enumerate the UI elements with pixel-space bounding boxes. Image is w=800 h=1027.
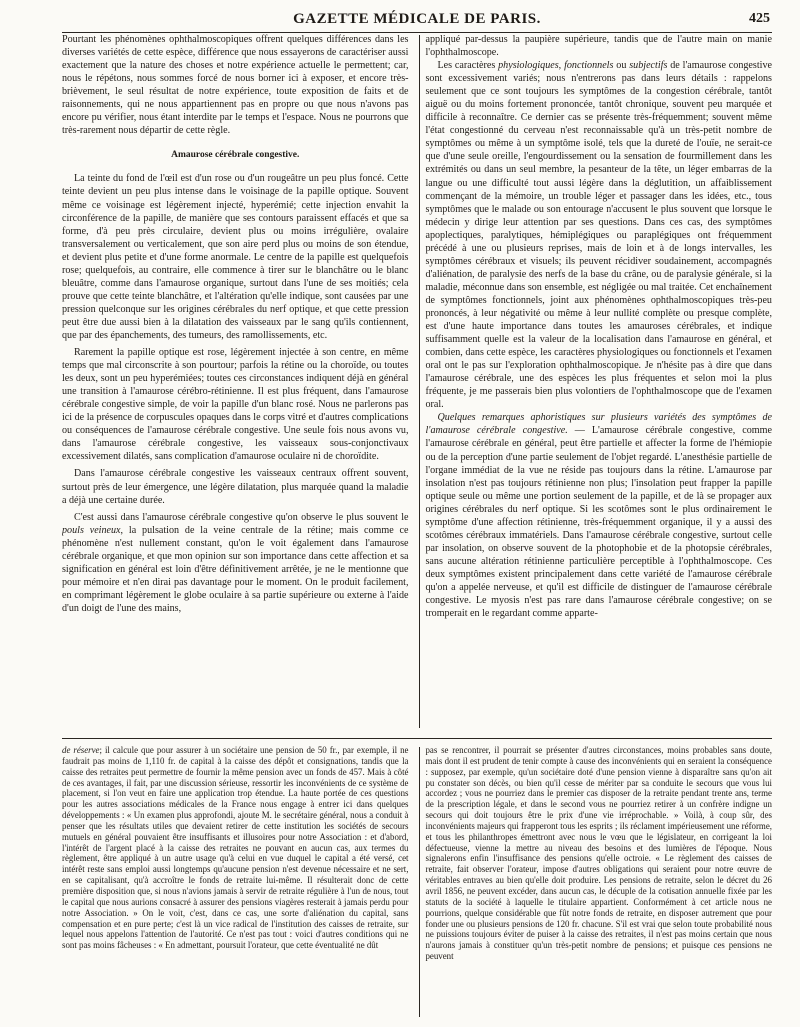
italic-term: subjectifs: [629, 60, 668, 72]
lower-right-column: [423, 745, 772, 1017]
text-run: ; il calcule que pour assurer à un sociétaire une pension de 50 fr., par exemple, il ne faudrait pas moins de 1,110 fr. de capital à la caisse des dépôt et consignations, tandis que la caisse des retraites peut permettre de fournir la même pension avec un fonds de 457. Mais à côté de ces avantages, il fait, par une discussion sérieuse, ressortir les inconvénients de ce système de placement, si l'on veut en faire une application trop étendue. La haute portée de ces questions pour les autres associations médicales de la France nous engage à entrer ici dans quelques développements : « Un examen plus approfondi, ajoute M. le secrétaire général, nous a conduit à penser que les résultats utiles que devaient retirer de cette institution les sociétés de secours mutuels en général pouvaient être insuffisants et illusoires pour notre Association : et d'abord, l'intérêt de l'argent placé à la caisse des retraites ne pouvant en aucun cas, aux termes du règlement, être appliqué à un autre usage qu'à celui en vue duquel le capital a été versé, cet intérêt reste sans emploi aussi longtemps qu'aucune pension n'est devenue nécessaire et ne sert, en se capitalisant, qu'à accroître le fonds de retraite lui-même. Il résulterait donc de cette première disposition que, si nous n'avions jamais à servir de retraite régulière à l'un de nous, tout le capital que nous aurions consacré à assurer des pensions viagères resterait à jamais perdu pour notre Association. » On le voit, c'est, dans ce cas, une sorte d'aliénation du capital, sans compensation et en pure perte; c'est là un vice radical de l'institution des caisses de retraite, sur lequel nous appelons l'attention de l'autorité. Ce n'est pas tout : voici d'autres conditions qui ne sont pas moins fâcheuses : « En admettant, poursuit l'orateur, que cette éventualité ne dût: [62, 745, 409, 951]
paragraph: appliqué par-dessus la paupière supérieure, tandis que de l'autre main on manie l'ophthalmoscope.: [425, 34, 772, 59]
paragraph: La teinte du fond de l'œil est d'un rose ou d'un rougeâtre un peu plus foncé. Cette teinte devient un peu plus intense dans le voisinage de la papille optique. Souvent même ce voisinage est légèrement injecté, hyperémié; cette injection envahit la circonférence de la papille, de manière que ses contours paraissent effacés et que sa forme, d'à peu près circulaire, devient plus ou moins irrégulière, ovalaire transversalement ou verticalement, que son aire perd plus ou moins de son étendue, et devient plus petite et d'une forme anormale. Le centre de la papille est quelquefois rose; quelquefois, au contraire, elle commence à tirer sur le blanchâtre ou le blanc bleuâtre, comme dans l'amaurose organique, surtout dans l'une de ses moitiés; cela prouve que cette teinte blanchâtre, et l'altération qu'elle indique, sont causées par une pression quelconque sur les origines cérébrales du nerf optique, et que cette pression peut être due aussi bien à la dilatation des vaisseaux par le sang qu'ils contiennent, que par des épanchements, des tumeurs, des ramollissements, etc.: [62, 173, 409, 341]
text-run: , la pulsation de la veine centrale de la rétine; mais comme ce phénomène n'est nullement constant, qu'on le voit également dans l'amaurose cérébrale organique, et que mon opinion sur son importance dans cette affection et sa signification en général est loin d'être définitivement arrêtée, je ne le mentionne que pour mémoire et n'en dirai pas davantage pour le moment. On le produit facilement, en comprimant légèrement le globe oculaire à sa partie supérieure ou externe à l'aide d'un doigt de l'une des mains,: [62, 524, 409, 614]
text-run: C'est aussi dans l'amaurose cérébrale congestive qu'on observe le plus souvent le: [74, 511, 409, 523]
paragraph: [425, 59, 772, 411]
text-run: Les caractères: [437, 60, 499, 72]
section-rule: [62, 738, 772, 739]
upper-left-column: [62, 33, 415, 728]
column-divider: [419, 35, 420, 728]
paragraph: pas se rencontrer, il pourrait se présenter d'autres circonstances, moins probables sans doute, mais dont il est prudent de tenir compte à cause des inconvénients qui en seraient la conséquence : supposez, par exemple, qu'un sociétaire doté d'une pension vienne à disparaître sans qu'on ait pu constater son décès, ou bien qu'il cesse de mériter par sa conduite le secours que vous lui accordez ; vous ne pourriez dans le premier cas disposer de la retraite pendant trente ans, terme de la prescription légale, et dans le second vous ne pourriez retirer à un confrère indigne un secours qui doit toujours être le prix d'une vie irréprochable. » Voilà, à coup sûr, des inconvénients majeurs qui frapperont tous les esprits ; ils réclament impérieusement une réforme, et tous les philanthropes émettront avec nous le vœu que le législateur, en corrigeant la loi défectueuse, vienne la mettre au niveau des besoins et des lumières de l'époque. Nous signalerons enfin l'insuffisance des pensions qu'elle octroie. « Le règlement des caisses de retraite, fait observer l'orateur, impose d'autres obligations qui seraient pour notre œuvre de véritables entraves au bien qu'elle doit produire. Les pensions de retraite, selon le décret du 26 avril 1856, ne peuvent excéder, dans aucun cas, le décuple de la cotisation annuelle fixée par les statuts de la société à laquelle le titulaire appartient. Conformément à cet article nous ne pourrions, quelque considérable que fût notre fonds de retraite, en disposer autrement que pour fonder une ou plusieurs pensions de 120 fr. chacune. S'il est vrai que selon toute probabilité nous ne puissions toujours éviter de puiser à la caisse des retraites, il n'est pas moins certain que nous n'aurons jamais à constituer qu'un très-petit nombre de pensions; et puisque ces pensions ne peuvent: [425, 745, 772, 962]
paragraph: Pourtant les phénomènes ophthalmoscopiques offrent quelques différences dans les diverses variétés de cette espèce, différence que nous essayerons de caractériser aussi exactement que la nature des choses et notre expérience actuelle le permettent; car, nous le répétons, nous sommes forcé de nous borner ici à exposer, et encore très-brièvement, le seul résultat de notre expérience, toute exposition de faits et de raisonnements, qui ne nous appartiennent pas en propre ou que nous n'avons pas encore pu vérifier, nous étant interdite par le temps et l'espace. Nous ne pourrons que très-rarement nous départir de cette règle.: [62, 34, 409, 137]
text-run: ou: [613, 60, 630, 72]
italic-term: pouls veineux: [62, 524, 121, 536]
paragraph: Dans l'amaurose cérébrale congestive les vaisseaux centraux offrent souvent, surtout près de leur émergence, une légère dilatation, plus marquée quand la maladie a déjà une certaine durée.: [62, 468, 409, 506]
page-header: [62, 6, 772, 33]
journal-title: GAZETTE MÉDICALE DE PARIS.: [293, 11, 541, 27]
upper-article: [62, 33, 772, 728]
lower-article: [62, 745, 772, 1017]
paragraph: [62, 745, 409, 951]
paragraph: [62, 511, 409, 615]
lower-left-column: [62, 745, 415, 1017]
section-heading: Amaurose cérébrale congestive.: [171, 150, 300, 161]
paragraph: Rarement la papille optique est rose, légèrement injectée à son centre, en même temps que mal circonscrite à son pourtour; parfois la rétine ou la choroïde, ou toutes les deux, sont un peu hyperémiées; toutes ces circonstances indiquent déjà en général une transition à l'amaurose cérébro-rétinienne. Il est plus fréquent, dans l'amaurose cérébrale congestive simple, de voir la papille d'un blanc rosé. Nous ne parlerons pas ici de la présence de corpuscules opaques dans le corps vitré et d'autres complications ou conséquences de l'amaurose cérébrale congestive. Une seule fois nous avons vu, dans l'amaurose cérébrale congestive, les vaisseaux sous-conjonctivaux excessivement dilatés, sans complication d'amaurose oculaire ni de choroïdite.: [62, 347, 409, 463]
paragraph: [425, 411, 772, 620]
page-number: 425: [749, 11, 770, 26]
column-divider: [419, 747, 420, 1017]
italic-subheading: Quelques remarques aphoristiques sur plusieurs variétés des symptômes de l'amaurose cérébrale congestive.: [425, 412, 772, 437]
italic-term: de réserve: [62, 745, 100, 755]
text-run: — L'amaurose cérébrale congestive, comme l'amaurose cérébrale en général, peut être partielle et affecter la forme de l'hémiopie ou de la perception d'une partie seulement de l'objet regardé. L'anesthésie partielle de l'organe immédiat de la vue ne réside pas toujours dans la rétine. L'amaurose par insolation n'est pas toujours rétinienne non plus; l'insolation peut frapper la papille optique seule ou même une portion seulement de la papille, et de là se propager aux origines cérébrales du nerf optique. Si les scotômes sont le plus ordinairement le symptôme d'une affection rétinienne, très-fréquemment organique, il y a aussi des scotômes cérébraux immatériels. Dans l'amaurose cérébrale congestive, surtout celle par insolation, on observe souvent de la photophobie et de la photopsie cérébrales, sans aucune altération rétinienne particulière perceptible à l'ophthalmoscope. Ces deux symptômes existent principalement dans cette variété de l'amaurose cérébrale qu'on a appelée nerveuse, et qu'il est difficile de distinguer de l'amaurose cérébrale congestive. Le myosis n'est pas rare dans l'amaurose cérébrale congestive; on se tromperait en le regardant comme apparte-: [425, 425, 772, 620]
text-run: de l'amaurose congestive sont excessivement variés; nous n'entrerons pas dans leurs détails : rappelons seulement que ce sont toujours les symptômes de la congestion cérébrale, tantôt aiguë ou du moins fortement prononcée, tantôt chronique, souvent peu marquée et difficile à reconnaître. Ce dernier cas se présente très-fréquemment; souvent même l'état congestionné du cerveau n'est reconnaissable qu'à un très-petit nombre de symptômes ou même à un symptôme isolé, tels que la dureté de l'ouïe, ne serait-ce que d'une seule oreille, l'engourdissement ou la sensation de fourmillement dans les extrémités ou dans un seul membre, la pesanteur de la tête, un léger embarras de la langue ou une difficulté tout aussi légère dans la déglutition, un affaiblissement commençant de la mémoire, un trouble léger et passager dans les idées, etc., tous symptômes que le malade ou son entourage n'accusent le plus souvent que lorsque le médecin y dirige leur attention par ses questions. Dans ces cas, des symptômes apoplectiques, paralytiques, hémiplégiques ou paraplégiques ont fréquemment précédé à une ou plusieurs reprises, mais de loin et à de longs intervalles, les symptômes cérébraux et visuels; ils peuvent récidiver soudainement, accompagnés d'aliénation, de paralysie des nerfs de la base du crâne, ou de paralysie générale, si la maladie, méconnue dans son ensemble, est négligée ou mal traitée. Cet enchaînement de symptômes fonctionnels, joint aux phénomènes ophthalmoscopiques très-peu prononcés, à leur négativité ou même à leur nullité complète ou presque complète, est d'une haute importance dans toutes les amauroses cérébrales, et indique suffisamment quelle est la valeur de la localisation dans l'amaurose en général, et combien, dans cette espèce, les caractères physiologiques ou fonctionnels et l'examen oral ont le pas sur l'exploration ophthalmoscopique. Je n'hésite pas à dire que dans l'amaurose cérébrale, une des espèces les plus fréquentes et selon moi la plus fréquente, je me passerais bien plus volontiers de l'ophthalmoscope que de l'examen oral.: [425, 60, 772, 411]
italic-term: physiologiques, fonctionnels: [498, 60, 614, 72]
upper-right-column: [423, 33, 772, 728]
